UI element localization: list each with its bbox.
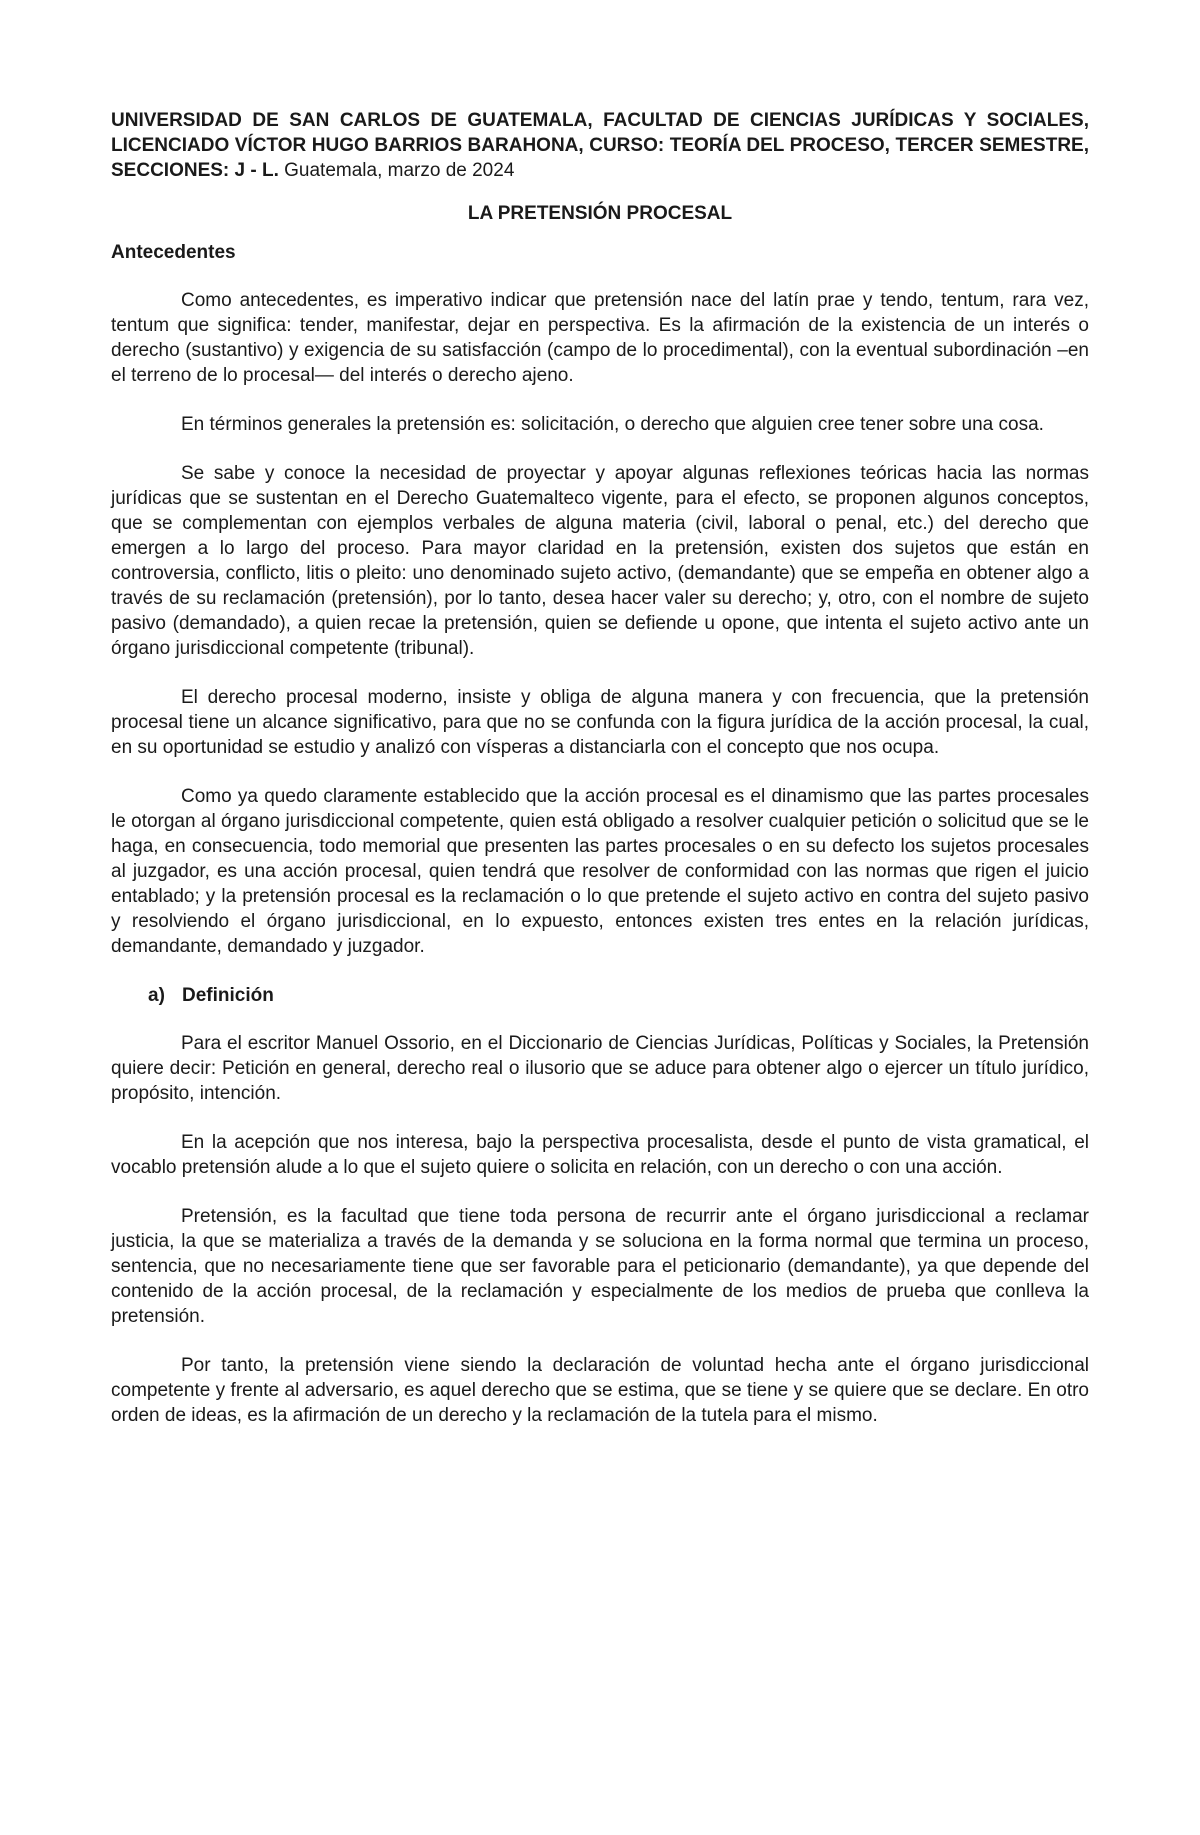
header-institution-text: UNIVERSIDAD DE SAN CARLOS DE GUATEMALA, FACULTAD DE CIENCIAS JURÍDICAS Y SOCIALES, LICENCIADO VÍCTOR HUGO BARRIOS BARAHONA, CURSO: TEORÍA DEL PROCESO, TERCER SEMESTRE, SECCIONES: J - L. xyxy=(111,110,1089,181)
paragraph: Como antecedentes, es imperativo indicar que pretensión nace del latín prae y tendo, tentum, rara vez, tentum que significa: tender, manifestar, dejar en perspectiva. Es la afirmación de la existencia de un interés o derecho (sustantivo) y exigencia de su satisfacción (campo de lo procedimental), con la eventual subordinación –en el terreno de lo procesal— del interés o derecho ajeno. xyxy=(111,290,1089,386)
paragraph: Para el escritor Manuel Ossorio, en el Diccionario de Ciencias Jurídicas, Políticas y Sociales, la Pretensión quiere decir: Petición en general, derecho real o ilusorio que se aduce para obtener algo o ejercer un título jurídico, propósito, intención. xyxy=(111,1033,1089,1104)
paragraph: En términos generales la pretensión es: solicitación, o derecho que alguien cree tener sobre una cosa. xyxy=(181,414,1044,435)
paragraph: Por tanto, la pretensión viene siendo la declaración de voluntad hecha ante el órgano jurisdiccional competente y frente al adversario, es aquel derecho que se estima, que se tiene y se quiere que se declare. En otro orden de ideas, es la afirmación de un derecho y la reclamación de la tutela para el mismo. xyxy=(111,1355,1089,1426)
list-marker: a) xyxy=(148,985,165,1006)
section-heading-label: Definición xyxy=(182,985,274,1006)
section-heading-antecedentes: Antecedentes xyxy=(111,242,236,263)
header-place-date: Guatemala, marzo de 2024 xyxy=(278,160,515,181)
document-title: LA PRETENSIÓN PROCESAL xyxy=(467,203,733,224)
paragraph: El derecho procesal moderno, insiste y obliga de alguna manera y con frecuencia, que la pretensión procesal tiene un alcance significativo, para que no se confunda con la figura jurídica de la acción procesal, la cual, en su oportunidad se estudio y analizó con vísperas a distanciarla con el concepto que nos ocupa. xyxy=(111,687,1089,758)
paragraph: Como ya quedo claramente establecido que la acción procesal es el dinamismo que las partes procesales le otorgan al órgano jurisdiccional competente, quien está obligado a resolver cualquier petición o solicitud que se le haga, en consecuencia, todo memorial que presenten las partes procesales o en su defecto los sujetos procesales al juzgador, es una acción procesal, quien tendrá que resolver de conformidad con las normas que rigen el juicio entablado; y la pretensión procesal es la reclamación o lo que pretende el sujeto activo en contra del sujeto pasivo y resolviendo el órgano jurisdiccional, en lo expuesto, entonces existen tres entes en la relación jurídicas, demandante, demandado y juzgador. xyxy=(111,786,1089,957)
section-heading-definicion xyxy=(111,983,1089,1008)
paragraph: Pretensión, es la facultad que tiene toda persona de recurrir ante el órgano jurisdiccional a reclamar justicia, la que se materializa a través de la demanda y se soluciona en la forma normal que termina un proceso, sentencia, que no necesariamente tiene que ser favorable para el peticionario (demandante), ya que depende del contenido de la acción procesal, de la reclamación y especialmente de los medios de prueba que conlleva la pretensión. xyxy=(111,1206,1089,1327)
paragraph: Se sabe y conoce la necesidad de proyectar y apoyar algunas reflexiones teóricas hacia las normas jurídicas que se sustentan en el Derecho Guatemalteco vigente, para el efecto, se proponen algunos conceptos, que se complementan con ejemplos verbales de alguna materia (civil, laboral o penal, etc.) del derecho que emergen a lo largo del proceso. Para mayor claridad en la pretensión, existen dos sujetos que están en controversia, conflicto, litis o pleito: uno denominado sujeto activo, (demandante) que se empeña en obtener algo a través de su reclamación (pretensión), por lo tanto, desea hacer valer su derecho; y, otro, con el nombre de sujeto pasivo (demandado), a quien recae la pretensión, quien se defiende u opone, que intenta el sujeto activo ante un órgano jurisdiccional competente (tribunal). xyxy=(111,463,1089,659)
paragraph: En la acepción que nos interesa, bajo la perspectiva procesalista, desde el punto de vista gramatical, el vocablo pretensión alude a lo que el sujeto quiere o solicita en relación, con un derecho o con una acción. xyxy=(111,1132,1089,1178)
document-header xyxy=(111,108,1089,183)
document-page xyxy=(111,108,1089,1452)
